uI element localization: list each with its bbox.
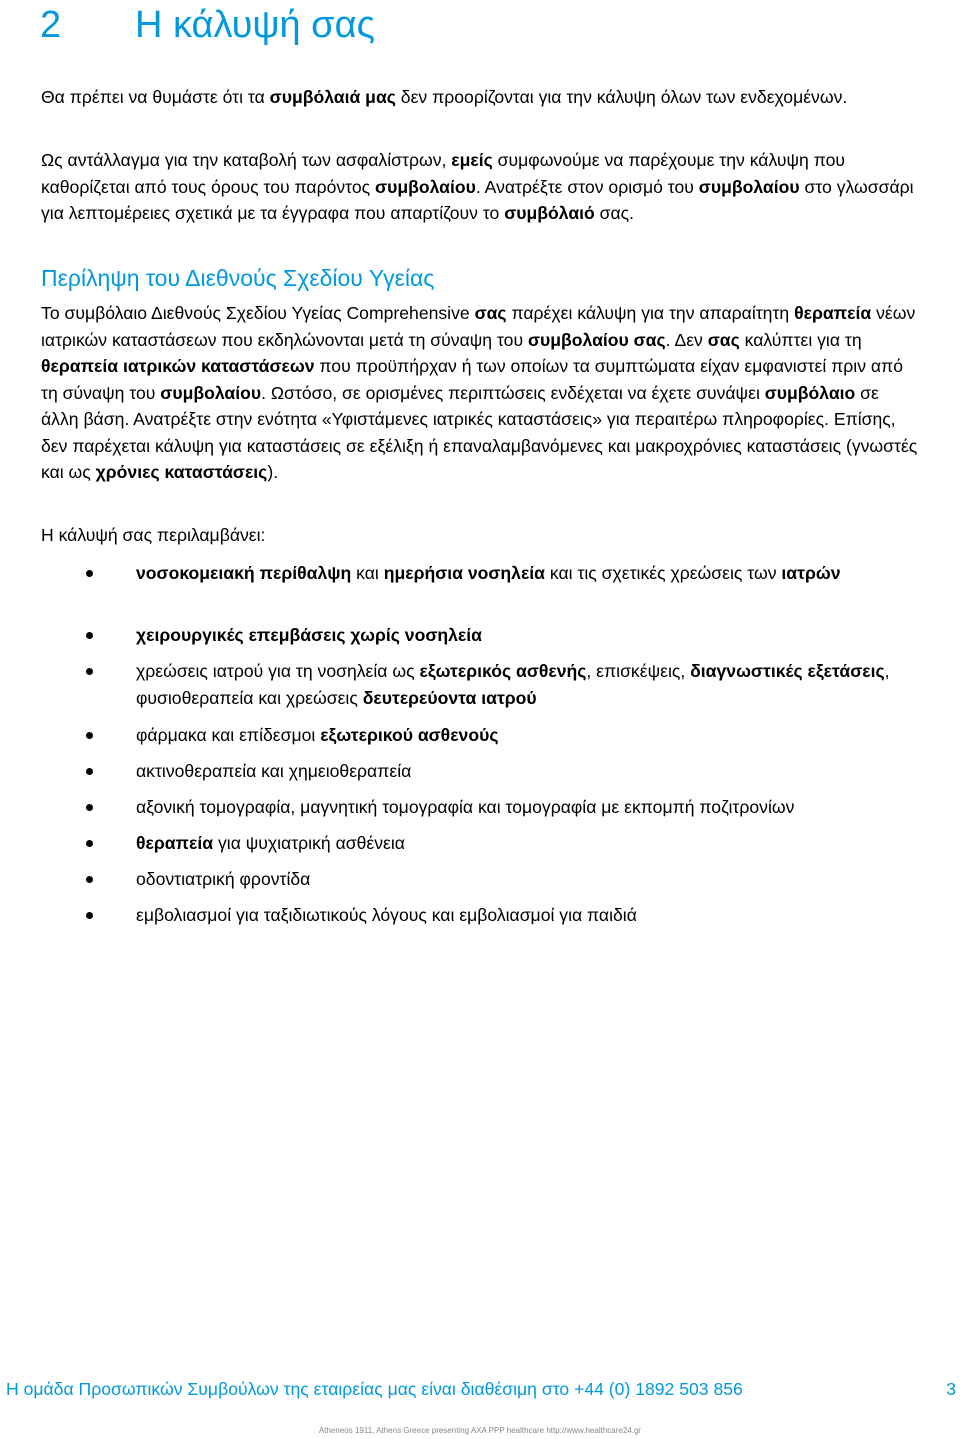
- bold-term: διαγνωστικές εξετάσεις: [690, 661, 885, 681]
- list-item-text: [136, 658, 926, 711]
- bold-term: εμείς: [451, 150, 493, 170]
- text-run: Θα πρέπει να θυμάστε ότι τα: [41, 87, 270, 107]
- bold-term: εξωτερικού ασθενούς: [320, 725, 499, 745]
- text-run: ).: [267, 462, 279, 482]
- source-line: Atheneos 1911, Athens Greece presenting AXA PPP healthcare http://www.healthcare24.gr: [318, 1426, 642, 1435]
- chapter-number: 2: [40, 4, 62, 46]
- bullet-icon: [86, 668, 93, 675]
- list-item-text: [136, 830, 926, 857]
- bullet-icon: [86, 632, 93, 639]
- bold-term: εξωτερικός ασθενής: [419, 661, 587, 681]
- bold-term: συμβόλαιο: [764, 382, 856, 403]
- footer-contact-text: Η ομάδα Προσωπικών Συμβούλων της εταιρείας μας είναι διαθέσιμη στο +44 (0) 1892 503 856: [6, 1379, 743, 1399]
- list-item-text: [136, 794, 926, 821]
- bold-term: σας: [474, 303, 507, 323]
- text-run: σε άλλη βάση. Ανατρέξτε στην ενότητα «Υφιστάμενες ιατρικές καταστάσεις» για περαιτέρω πληροφορίες. Επίσης, δεν παρέχεται κάλυψη για καταστάσεις σε εξέλιξη ή επαναλαμβανόμενες και μακροχρόνιες καταστάσεις (γνωστές και ως: [41, 382, 918, 482]
- text-run: συμφωνούμε να παρέχουμε την κάλυψη που καθορίζεται από τους όρους του παρόντος: [41, 150, 845, 197]
- text-run: και τις σχετικές χρεώσεις των: [545, 563, 782, 583]
- text-run: Ως αντάλλαγμα για την καταβολή των ασφαλίστρων,: [41, 150, 452, 170]
- list-item-text: [136, 722, 926, 749]
- text-run: σας.: [594, 203, 635, 223]
- bullet-icon: [86, 570, 93, 577]
- text-run: φάρμακα και επίδεσμοι: [136, 725, 321, 745]
- list-item-text: [136, 758, 926, 785]
- bold-term: σας: [707, 329, 740, 350]
- text-run: δεν προορίζονται για την κάλυψη όλων των ενδεχομένων.: [395, 87, 848, 107]
- bold-term: συμβόλαιά μας: [269, 87, 396, 107]
- text-run: . Ωστόσο, σε ορισμένες περιπτώσεις ενδέχεται να έχετε συνάψει: [261, 382, 765, 403]
- intro-paragraph-1: [41, 84, 921, 111]
- text-run: οδοντιατρική φροντίδα: [136, 869, 311, 889]
- text-run: στο γλωσσάρι για λεπτομέρειες σχετικά με τα έγγραφα που απαρτίζουν το: [41, 176, 914, 223]
- bullet-icon: [86, 912, 93, 919]
- section-paragraph: [41, 300, 921, 486]
- bold-term: συμβολαίου: [375, 176, 476, 197]
- section-heading: Περίληψη του Διεθνούς Σχεδίου Υγείας: [41, 265, 435, 291]
- coverage-intro: Η κάλυψή σας περιλαμβάνει:: [41, 525, 266, 545]
- bold-term: νοσοκομειακή περίθαλψη: [136, 563, 352, 583]
- page-number: 3: [946, 1379, 956, 1399]
- text-run: . Ανατρέξτε στον ορισμό του: [475, 176, 699, 197]
- bold-term: θεραπεία: [794, 303, 872, 323]
- text-run: ακτινοθεραπεία και χημειοθεραπεία: [136, 761, 412, 781]
- bold-term: χρόνιες καταστάσεις: [95, 462, 268, 482]
- chapter-title: [40, 2, 375, 48]
- page-footer: [0, 1375, 960, 1403]
- text-run: Το συμβόλαιο Διεθνούς Σχεδίου Υγείας Comprehensive: [41, 303, 475, 323]
- bold-term: συμβόλαιό: [504, 203, 595, 223]
- list-item-text: [136, 622, 926, 649]
- text-run: . Δεν: [665, 329, 708, 350]
- text-run: που προϋπήρχαν ή των οποίων τα συμπτώματα είχαν εμφανιστεί πριν από τη σύναψη του: [41, 356, 903, 403]
- text-run: , φυσιοθεραπεία και χρεώσεις: [136, 661, 890, 708]
- bold-term: συμβολαίου: [698, 176, 800, 197]
- text-run: εμβολιασμοί για ταξιδιωτικούς λόγους και εμβολιασμοί για παιδιά: [136, 905, 637, 925]
- text-run: , επισκέψεις,: [586, 661, 691, 681]
- bold-term: δευτερεύοντα ιατρού: [362, 687, 537, 708]
- bold-term: θεραπεία: [136, 833, 214, 853]
- bullet-icon: [86, 876, 93, 883]
- text-run: καλύπτει για τη: [739, 329, 862, 350]
- text-run: χρεώσεις ιατρού για τη νοσηλεία ως: [136, 661, 420, 681]
- bullet-icon: [86, 804, 93, 811]
- text-run: νέων ιατρικών καταστάσεων που εκδηλώνονται μετά τη σύναψη του: [41, 303, 916, 350]
- bold-term: ιατρών: [781, 563, 841, 583]
- text-run: και: [351, 563, 384, 583]
- bold-term: ημερήσια νοσηλεία: [383, 563, 545, 583]
- text-run: για ψυχιατρική ασθένεια: [213, 833, 405, 853]
- list-item-text: [136, 902, 926, 929]
- list-item-text: [136, 560, 926, 587]
- bold-term: θεραπεία ιατρικών καταστάσεων: [41, 356, 315, 376]
- bullet-icon: [86, 768, 93, 775]
- text-run: αξονική τομογραφία, μαγνητική τομογραφία και τομογραφία με εκπομπή ποζιτρονίων: [136, 797, 795, 817]
- bold-term: συμβολαίου: [160, 382, 262, 403]
- list-item-text: [136, 866, 926, 893]
- bullet-icon: [86, 840, 93, 847]
- bold-term: συμβολαίου σας: [527, 329, 666, 350]
- bold-term: χειρουργικές επεμβάσεις χωρίς νοσηλεία: [136, 625, 482, 645]
- intro-paragraph-2: [41, 147, 921, 227]
- text-run: παρέχει κάλυψη για την απαραίτητη: [506, 303, 795, 323]
- chapter-title-text: Η κάλυψή σας: [135, 4, 375, 46]
- bullet-icon: [86, 732, 93, 739]
